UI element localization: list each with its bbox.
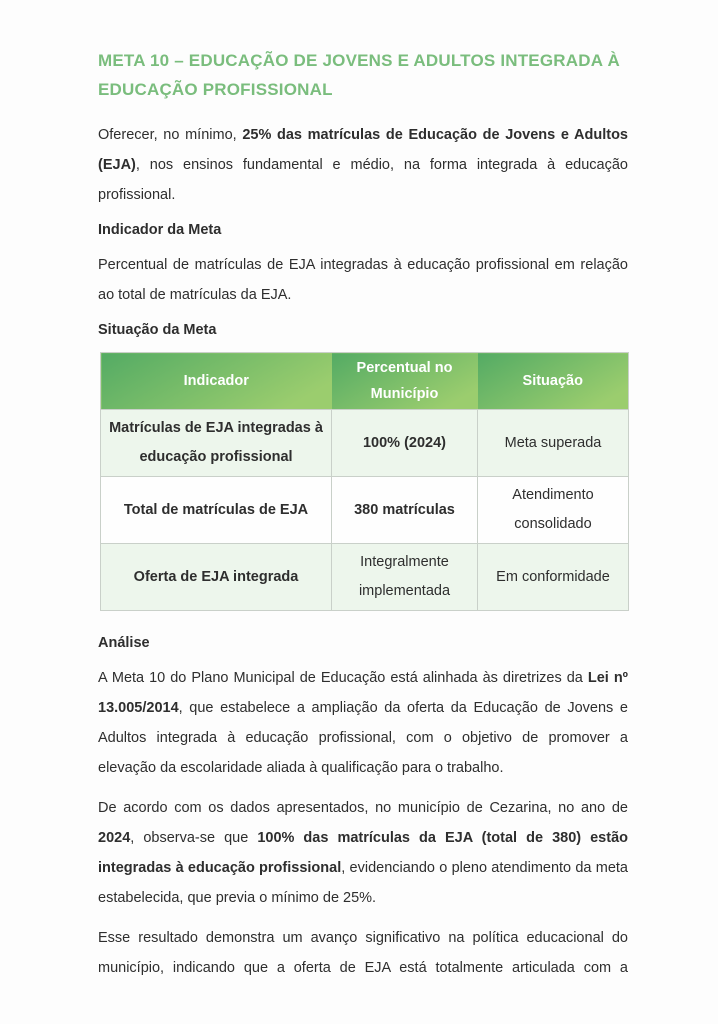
text-segment: Esse resultado demonstra um avanço significativo na política educacional do município, indicando que a oferta de EJA está totalmente articulada com a <box>98 930 628 976</box>
page-title: META 10 – EDUCAÇÃO DE JOVENS E ADULTOS INTEGRADA À EDUCAÇÃO PROFISSIONAL <box>98 51 620 99</box>
status-table-body <box>101 410 629 611</box>
status-heading: Situação da Meta <box>98 322 217 338</box>
text-segment: , que estabelece a ampliação da oferta da Educação de Jovens e Adultos integrada à educação profissional, com o objetivo de promover a elevação da escolaridade aliada à qualificação para o trabalho. <box>98 700 628 776</box>
document-content <box>98 46 628 993</box>
analysis-paragraph-3 <box>98 923 628 983</box>
text-segment: , nos ensinos fundamental e médio, na forma integrada à educação profissional. <box>98 157 628 203</box>
cell-indicator: Oferta de EJA integrada <box>101 544 332 611</box>
cell-indicator: Total de matrículas de EJA <box>101 477 332 544</box>
table-row-total-matriculas <box>101 477 629 544</box>
cell-status: Atendimento consolidado <box>478 477 629 544</box>
status-table <box>100 352 629 611</box>
table-header-row <box>101 353 629 410</box>
cell-status: Em conformidade <box>478 544 629 611</box>
text-segment: , evidenciando o pleno atendimento da meta estabelecida, que previa o mínimo de 25%. <box>98 860 628 906</box>
text-segment-bold: Lei nº 13.005/2014 <box>98 670 628 716</box>
table-row-oferta-integrada <box>101 544 629 611</box>
text-segment-bold: 25% das matrículas de Educação de Jovens e Adultos (EJA) <box>98 127 628 173</box>
table-row-matriculas-integradas <box>101 410 629 477</box>
indicator-description: Percentual de matrículas de EJA integradas à educação profissional em relação ao total de matrículas da EJA. <box>98 257 628 303</box>
status-table-header <box>101 353 629 410</box>
text-segment-bold: 2024 <box>98 830 131 846</box>
text-segment: , observa-se que <box>130 830 258 846</box>
table-header-percentual-municipio: Percentual no Município <box>332 353 478 410</box>
text-segment: A Meta 10 do Plano Municipal de Educação está alinhada às diretrizes da <box>98 670 588 686</box>
table-header-indicador: Indicador <box>101 353 332 410</box>
table-header-situacao: Situação <box>478 353 629 410</box>
cell-value: 380 matrículas <box>332 477 478 544</box>
cell-value: Integralmente implementada <box>332 544 478 611</box>
text-segment: De acordo com os dados apresentados, no município de Cezarina, no ano de <box>98 800 628 816</box>
cell-indicator: Matrículas de EJA integradas à educação profissional <box>101 410 332 477</box>
cell-value: 100% (2024) <box>332 410 478 477</box>
analysis-paragraph-1 <box>98 663 628 783</box>
text-segment-bold: 100% das matrículas da EJA (total de 380) estão integradas à educação profissional <box>98 830 628 876</box>
goal-paragraph <box>98 120 628 210</box>
analysis-heading: Análise <box>98 635 150 651</box>
analysis-paragraph-2 <box>98 793 628 913</box>
cell-status: Meta superada <box>478 410 629 477</box>
indicator-heading: Indicador da Meta <box>98 222 222 238</box>
text-segment: Oferecer, no mínimo, <box>98 127 243 143</box>
